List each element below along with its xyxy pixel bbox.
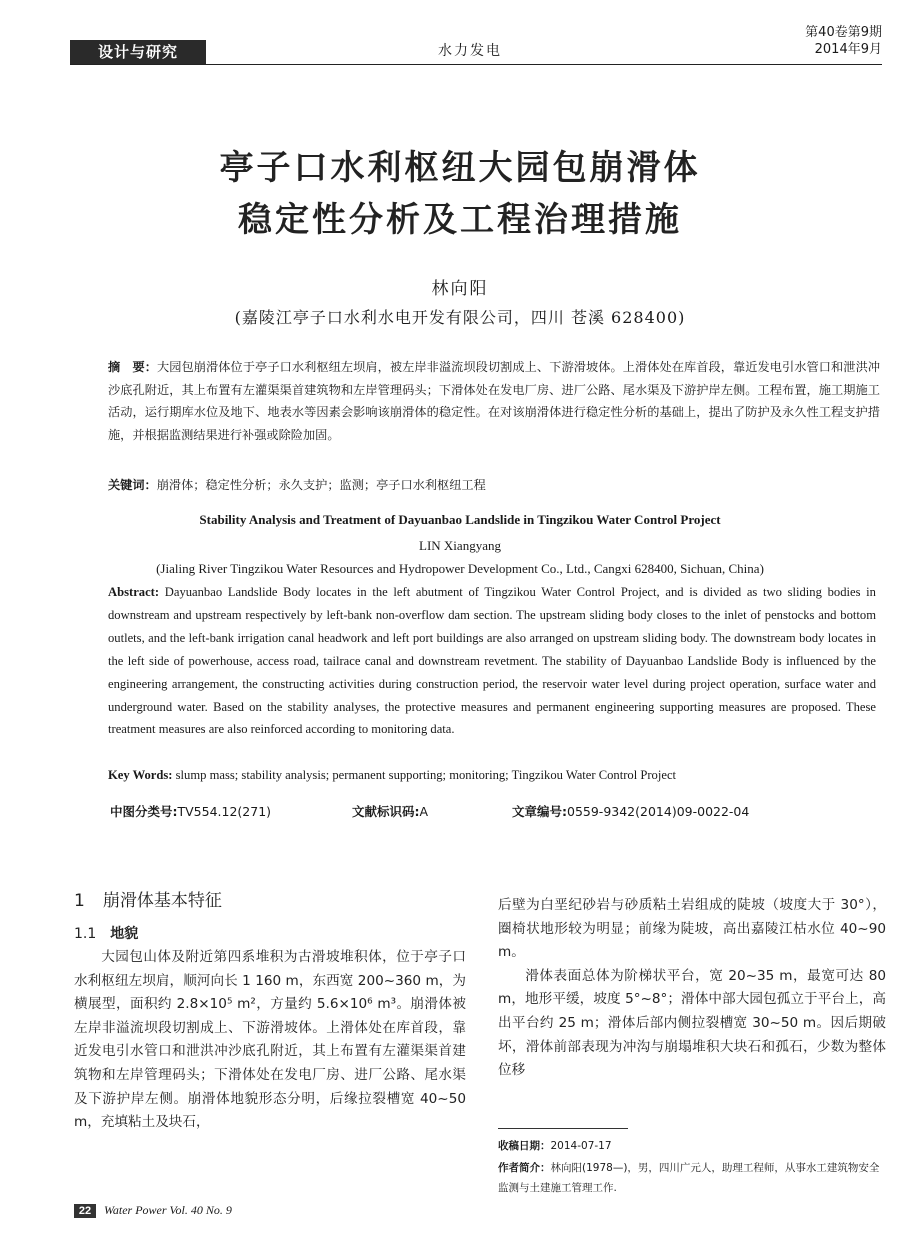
- footnote-rule: [498, 1128, 628, 1129]
- volume-number: 第40卷第9期: [805, 25, 882, 40]
- abstract-en-label: Abstract:: [108, 585, 160, 599]
- subsection-number: 1.1: [74, 926, 97, 942]
- clc-label: 中图分类号:: [110, 804, 178, 819]
- journal-name: 水力发电: [438, 43, 502, 59]
- issue-date: 2014年9月: [814, 42, 882, 57]
- header-rule: [70, 64, 882, 65]
- volume-issue: [805, 24, 882, 58]
- abstract-cn: [108, 356, 880, 446]
- document-code-value: A: [419, 804, 429, 819]
- clc-number: [110, 802, 271, 820]
- author-bio-label: 作者简介：: [498, 1162, 551, 1174]
- keywords-en: [108, 764, 880, 786]
- body-column-left: [74, 886, 466, 1135]
- abstract-en-text: Dayuanbao Landslide Body locates in the left abutment of Tingzikou Water Control Project, and is divided as two sliding bodies in downstream and upstream respectively by left-bank non-overflow dam section. The upstream sliding body closes to the inlet of penstocks and bottom outlets, and the left-bank irrigation canal headwork and left port buildings are also arranged on upstream sliding body. The downstream body locates in the left side of powerhouse, access road, tailrace canal and downstream revetment. The stability of Dayuanbao Landslide Body is influenced by the engineering arrangement, the constructing activities during construction period, the reservoir water level during project operation, surface water and underground water. Based on the stability analyses, the protective measures and permanent engineering supporting measures are proposed. These treatment measures are also reinforced according to monitoring data.: [108, 585, 876, 737]
- page-number: 22: [74, 1204, 96, 1218]
- abstract-cn-label: 摘 要：: [108, 360, 158, 374]
- paper-title-line-2: 稳定性分析及工程治理措施: [238, 200, 682, 240]
- subsection-heading-1-1: [74, 922, 466, 946]
- keywords-cn: [108, 474, 880, 496]
- section-heading-1: [74, 886, 466, 916]
- received-date: 2014-07-17: [550, 1140, 612, 1152]
- affiliation-cn: (嘉陵江亭子口水利水电开发有限公司，四川 苍溪 628400): [234, 308, 686, 327]
- document-code-label: 文献标识码:: [352, 804, 420, 819]
- subsection-title: 地貌: [110, 926, 139, 942]
- keywords-cn-label: 关键词：: [108, 478, 157, 492]
- keywords-cn-text: 崩滑体；稳定性分析；永久支护；监测；亭子口水利枢纽工程: [156, 478, 486, 492]
- affiliation-en: (Jialing River Tingzikou Water Resources and Hydropower Development Co., Ltd., Cangxi 628400, Sichuan, China): [156, 561, 764, 576]
- keywords-en-text: slump mass; stability analysis; permanent supporting; monitoring; Tingzikou Water Control Project: [175, 768, 677, 782]
- body-paragraph-2: 滑体表面总体为阶梯状平台，宽 20~35 m，最宽可达 80 m，地形平缓，坡度 5°~8°；滑体中部大园包孤立于平台上，高出平台约 25 m；滑体后部内侧拉裂槽宽 30~50 m。因后期破坏，滑体前部表现为冲沟与崩塌堆积大块石和孤石，少数为整体位移: [498, 967, 886, 1079]
- paper-title-line-1: 亭子口水利枢纽大园包崩滑体: [219, 148, 701, 188]
- section-number: 1: [74, 891, 85, 911]
- section-tag: 设计与研究: [70, 40, 206, 64]
- author-name-cn: 林向阳: [431, 279, 489, 299]
- author-bio-text: 林向阳(1978—)，男，四川广元人，助理工程师，从事水工建筑物安全监测与土建施工管理工作.: [498, 1162, 880, 1194]
- body-column-right: [498, 894, 886, 1083]
- article-number: [512, 802, 749, 820]
- section-title: 崩滑体基本特征: [102, 891, 222, 911]
- footnote-author-bio: [498, 1158, 886, 1198]
- abstract-en: [108, 581, 876, 741]
- body-paragraph-1: 大园包山体及附近第四系堆积为古滑坡堆积体，位于亭子口水利枢纽左坝肩，顺河向长 1 160 m，东西宽 200~360 m，为横展型，面积约 2.8×10⁵ m²，方量约 5.6×10⁶ m³。崩滑体被左岸非溢流坝段切割成上、下游滑坡体。上滑体处在库首段，靠近发电引水管口和泄洪冲沙底孔附近，其上布置有左灌渠渠首建筑物和左岸管理码头；下滑体处在发电厂房、进厂公路、尾水渠及下游护岸左侧。崩滑体地貌形态分明，后缘拉裂槽宽 40~50 m，充填粘土及块石，: [74, 949, 466, 1131]
- document-code: [352, 802, 428, 820]
- abstract-cn-text: 大园包崩滑体位于亭子口水利枢纽左坝肩，被左岸非溢流坝段切割成上、下游滑坡体。上滑体处在库首段，靠近发电引水管口和泄洪冲沙底孔附近，其上布置有左灌渠渠首建筑物和左岸管理码头；下滑体处在发电厂房、进厂公路、尾水渠及下游护岸左侧。工程布置，施工期施工活动，运行期库水位及地下、地表水等因素会影响该崩滑体的稳定性。在对该崩滑体进行稳定性分析的基础上，提出了防护及永久性工程支护措施，并根据监测结果进行补强或除险加固。: [108, 360, 881, 442]
- journal-footer: Water Power Vol. 40 No. 9: [104, 1203, 232, 1217]
- body-paragraph-1-continued: 后壁为白垩纪砂岩与砂质粘土岩组成的陡坡（坡度大于 30°），圈椅状地形较为明显；前缘为陡坡，高出嘉陵江枯水位 40~90 m。: [498, 897, 886, 961]
- keywords-en-label: Key Words:: [108, 768, 173, 782]
- footnote-received: [498, 1136, 886, 1156]
- author-name-en: LIN Xiangyang: [419, 538, 501, 553]
- article-number-value: 0559-9342(2014)09-0022-04: [567, 804, 750, 819]
- received-label: 收稿日期：: [498, 1140, 551, 1152]
- clc-value: TV554.12(271): [177, 804, 272, 819]
- article-number-label: 文章编号:: [512, 804, 567, 819]
- paper-title-en: Stability Analysis and Treatment of Dayuanbao Landslide in Tingzikou Water Control Project: [199, 512, 721, 527]
